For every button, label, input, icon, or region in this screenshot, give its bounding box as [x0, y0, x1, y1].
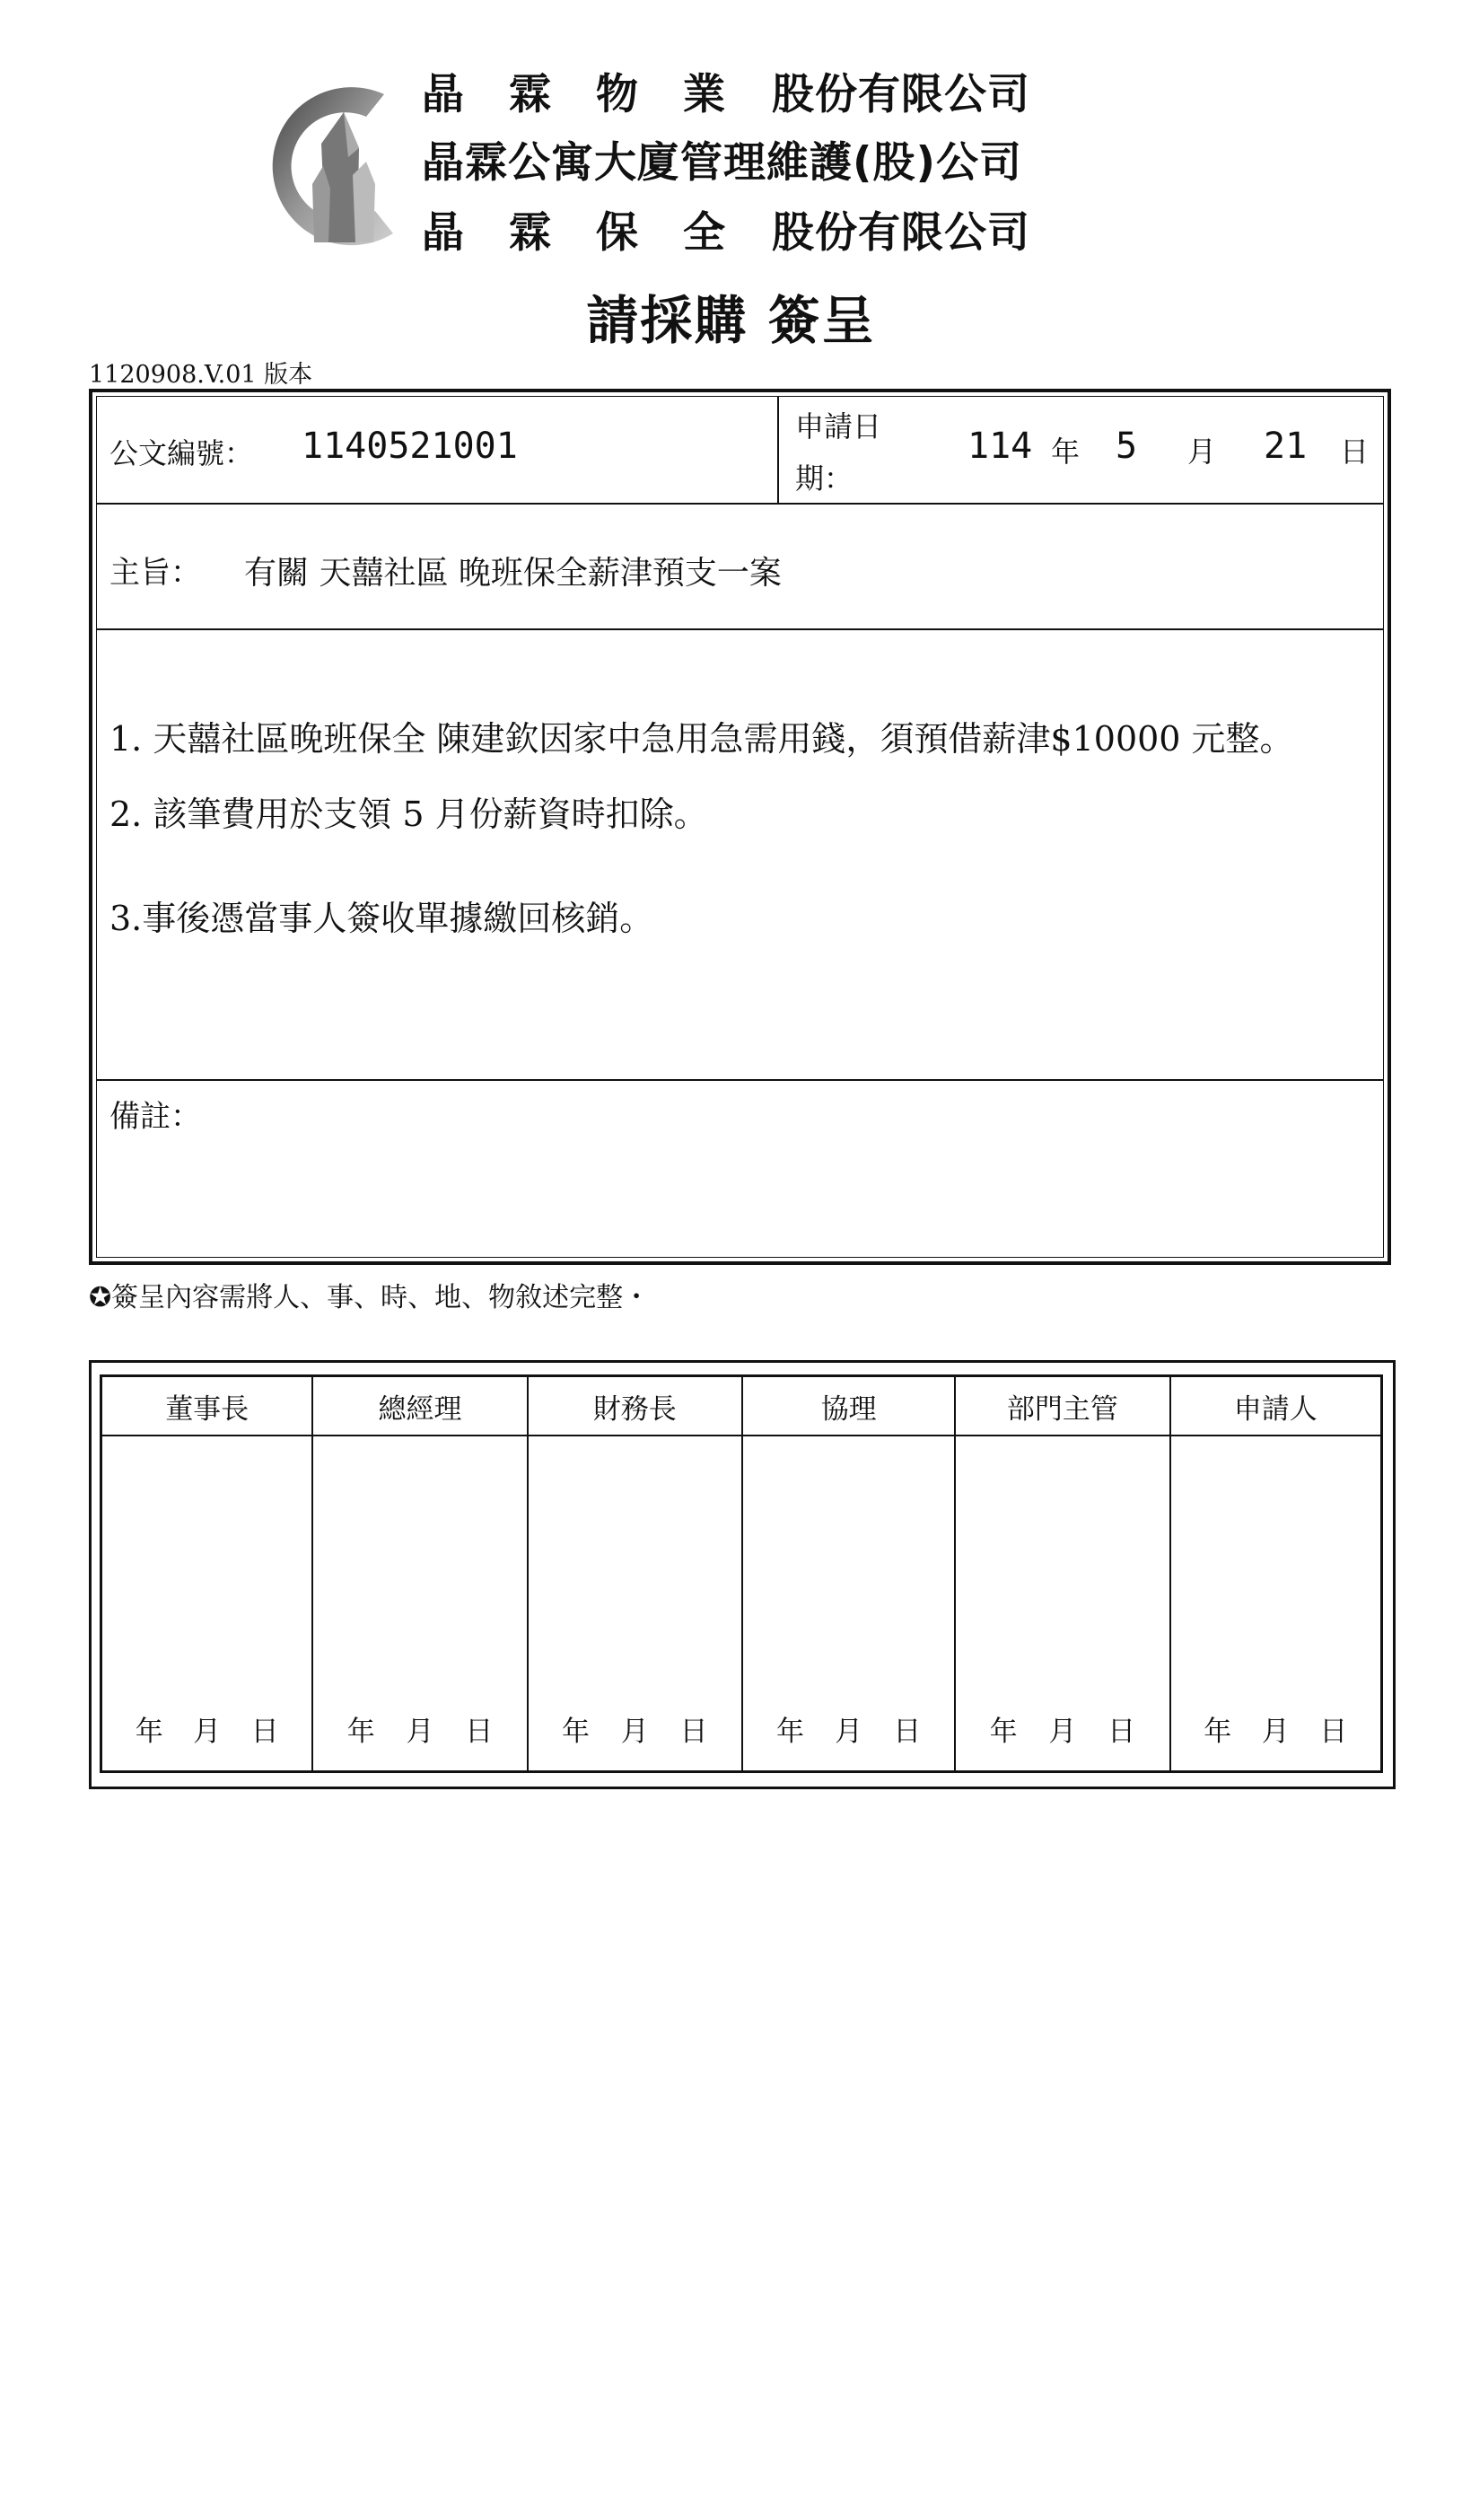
- date-unit-year: 年: [346, 1716, 375, 1748]
- document-title: 請採購 簽呈: [586, 290, 876, 351]
- form-inner-frame: [96, 396, 1384, 1258]
- signature-section: [89, 1360, 1396, 1789]
- divider-1: [97, 503, 1383, 505]
- sign-cell-cfo[interactable]: [528, 1436, 742, 1772]
- doc-number-label: 公文編號：: [109, 436, 254, 470]
- apply-date-label: 申請日: [795, 409, 882, 443]
- sign-header-department-head: 部門主管: [955, 1376, 1169, 1436]
- doc-number-value: 1140521001: [302, 426, 518, 467]
- date-unit-day: 日: [1319, 1716, 1348, 1748]
- date-unit-month: 月: [835, 1716, 863, 1748]
- date-unit-month: 月: [620, 1716, 649, 1748]
- sign-cell-associate-manager[interactable]: [742, 1436, 955, 1772]
- version-label: 1120908.V.01 版本: [89, 361, 313, 389]
- row1-divider: [777, 397, 779, 503]
- sign-cell-department-head[interactable]: [955, 1436, 1169, 1772]
- date-unit-month: 月: [1261, 1716, 1290, 1748]
- date-unit-month: 月: [193, 1716, 222, 1748]
- date-unit-day: 日: [893, 1716, 922, 1748]
- sign-header-cfo: 財務長: [528, 1376, 742, 1436]
- apply-date-label-cont: 期：: [795, 461, 854, 496]
- date-unit-year: 年: [989, 1716, 1018, 1748]
- date-unit-year: 年: [562, 1716, 591, 1748]
- company-name-2: 晶霖公寓大廈管理維護(股)公司: [422, 138, 1022, 188]
- sign-cell-general-manager[interactable]: [312, 1436, 527, 1772]
- date-unit-month: 月: [1048, 1716, 1077, 1748]
- petition-form: [89, 389, 1391, 1265]
- sign-header-associate-manager: 協理: [742, 1376, 955, 1436]
- subject-text: 有關 天囍社區 晚班保全薪津預支一案: [244, 555, 782, 592]
- date-day-unit: 日: [1340, 435, 1370, 469]
- signature-table: [100, 1374, 1383, 1773]
- content-item-2: 2. 該筆費用於支領 5 月份薪資時扣除。: [109, 795, 708, 834]
- sign-header-general-manager: 總經理: [312, 1376, 527, 1436]
- date-month-unit: 月: [1187, 435, 1217, 469]
- date-unit-day: 日: [1107, 1716, 1136, 1748]
- date-unit-year: 年: [776, 1716, 804, 1748]
- date-unit-year: 年: [1204, 1716, 1232, 1748]
- company-logo: [258, 76, 407, 256]
- date-unit-day: 日: [250, 1716, 279, 1748]
- divider-3: [97, 1079, 1383, 1081]
- date-year: 114: [967, 426, 1033, 467]
- date-month: 5: [1116, 426, 1138, 467]
- company-name-1: 晶 霖 物 業 股份有限公司: [422, 70, 1030, 119]
- remark-label: 備註：: [109, 1099, 201, 1135]
- instruction-note: ✪簽呈內容需將人、事、時、地、物敘述完整・: [89, 1282, 651, 1313]
- sign-header-applicant: 申請人: [1170, 1376, 1382, 1436]
- subject-label: 主旨：: [109, 555, 201, 591]
- date-unit-day: 日: [465, 1716, 494, 1748]
- divider-2: [97, 628, 1383, 630]
- date-unit-month: 月: [406, 1716, 434, 1748]
- date-unit-year: 年: [135, 1716, 163, 1748]
- content-item-3: 3.事後憑當事人簽收單據繳回核銷。: [109, 899, 654, 938]
- date-unit-day: 日: [679, 1716, 708, 1748]
- sign-cell-chairman[interactable]: [101, 1436, 313, 1772]
- company-name-3: 晶 霖 保 全 股份有限公司: [422, 208, 1030, 258]
- sign-cell-applicant[interactable]: [1170, 1436, 1382, 1772]
- sign-header-chairman: 董事長: [101, 1376, 313, 1436]
- date-year-unit: 年: [1051, 435, 1081, 469]
- date-day: 21: [1264, 426, 1308, 467]
- content-item-1: 1. 天囍社區晚班保全 陳建欽因家中急用急需用錢，須預借薪津$10000 元整。: [109, 719, 1294, 759]
